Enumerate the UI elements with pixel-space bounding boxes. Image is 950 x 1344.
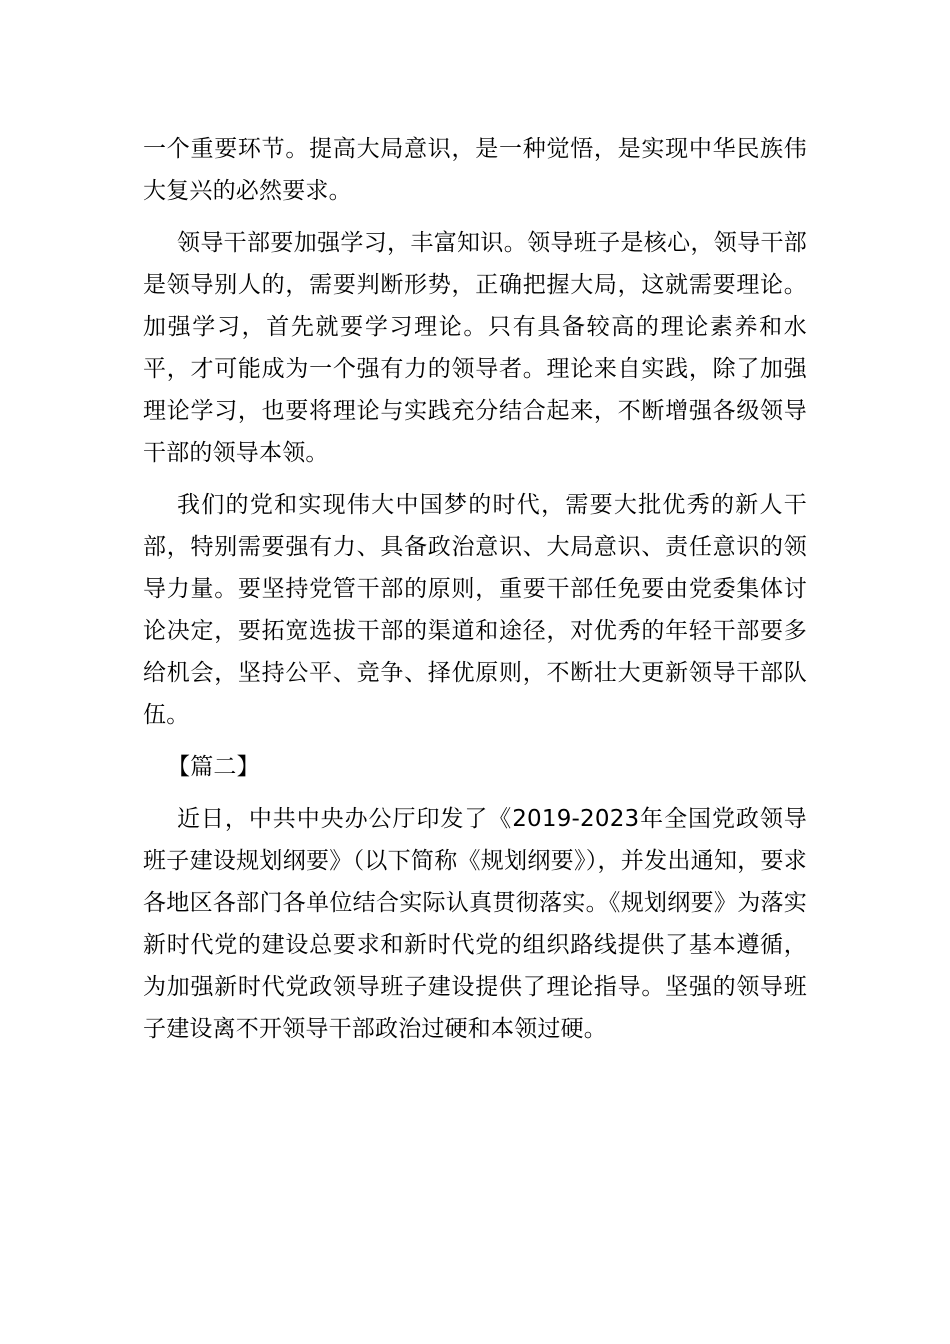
section-heading: 【篇二】 [167, 754, 260, 780]
paragraph-continuation: 一个重要环节。提高大局意识，是一种觉悟，是实现中华民族伟大复兴的必然要求。 [143, 136, 807, 204]
document-page [143, 128, 807, 1060]
paragraph-study: 领导干部要加强学习，丰富知识。领导班子是核心，领导干部是领导别人的，需要判断形势，正确把握大局，这就需要理论。加强学习，首先就要学习理论。只有具备较高的理论素养和水平，才可能成为一个强有力的领导者。理论来自实践，除了加强理论学习，也要将理论与实践充分结合起来，不断增强各级领导干部的领导本领。 [143, 230, 807, 466]
paragraph-plan-outline: 近日，中共中央办公厅印发了《2019-2023年全国党政领导班子建设规划纲要》（以下简称《规划纲要》），并发出通知，要求各地区各部门各单位结合实际认真贯彻落实。《规划纲要》为落实新时代党的建设总要求和新时代党的组织路线提供了基本遵循，为加强新时代党政领导班子建设提供了理论指导。坚强的领导班子建设离不开领导干部政治过硬和本领过硬。 [143, 806, 807, 1042]
paragraph-cadres: 我们的党和实现伟大中国梦的时代，需要大批优秀的新人干部，特别需要强有力、具备政治意识、大局意识、责任意识的领导力量。要坚持党管干部的原则，重要干部任免要由党委集体讨论决定，要拓宽选拔干部的渠道和途径，对优秀的年轻干部要多给机会，坚持公平、竞争、择优原则，不断壮大更新领导干部队伍。 [143, 492, 807, 728]
